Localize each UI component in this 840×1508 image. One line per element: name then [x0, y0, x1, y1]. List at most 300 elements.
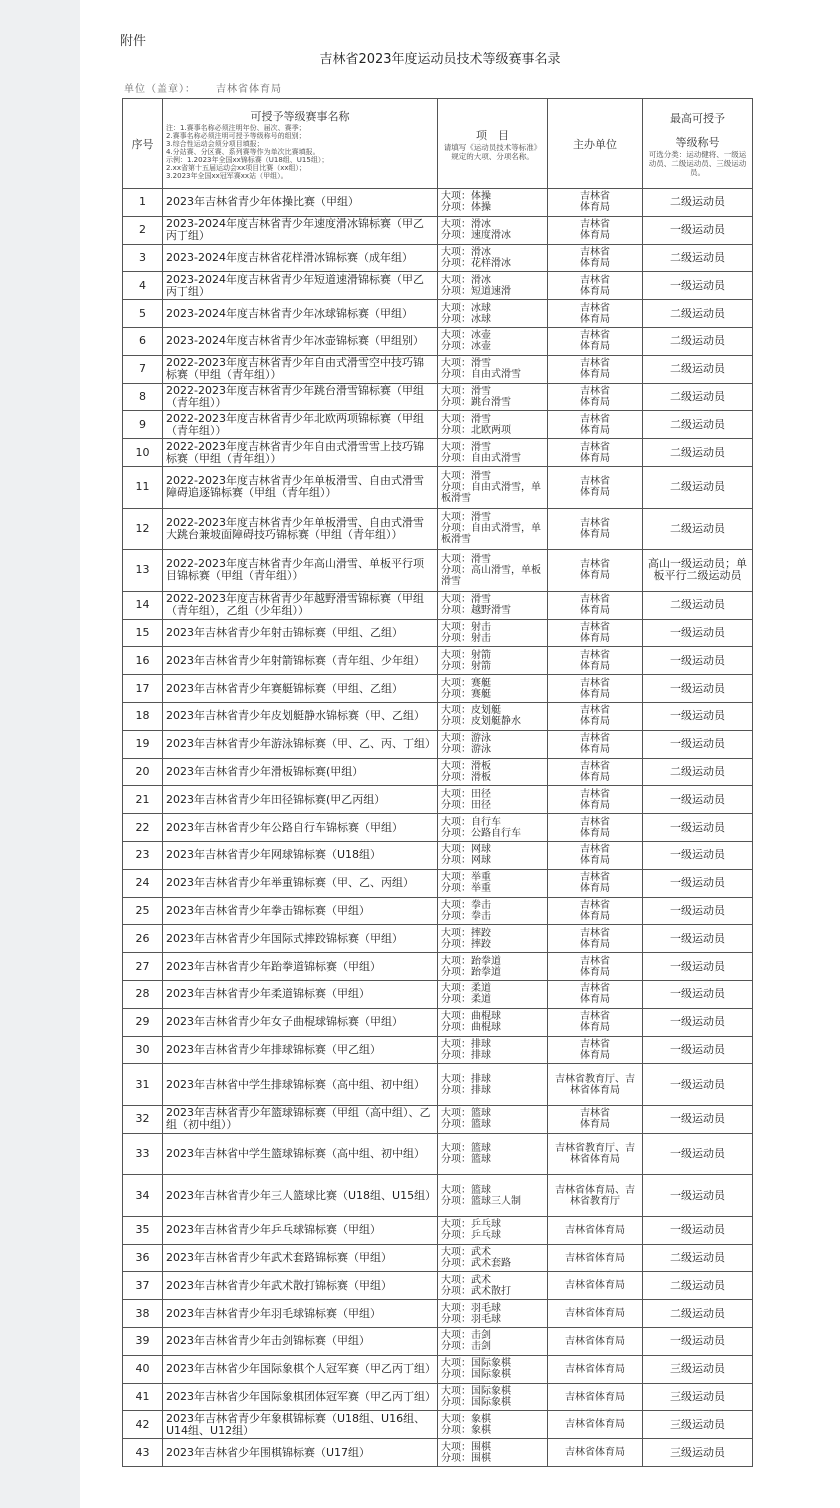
organizer: 吉林省 体育局	[548, 411, 643, 439]
item-major: 大项：自行车	[441, 816, 501, 828]
table-row	[123, 466, 753, 508]
item-minor: 分项：篮球	[441, 1153, 491, 1165]
item-major: 大项：滑冰	[441, 274, 491, 286]
event-item	[438, 730, 548, 758]
row-number: 20	[123, 758, 163, 786]
row-number: 35	[123, 1216, 163, 1244]
table-row	[123, 1272, 753, 1300]
row-number: 14	[123, 591, 163, 619]
item-minor: 分项：柔道	[441, 994, 491, 1006]
table-row	[123, 1133, 753, 1175]
row-number: 41	[123, 1383, 163, 1411]
max-level: 一级运动员	[643, 1175, 753, 1217]
event-name: 2023年吉林省青少年射击锦标赛（甲组、乙组）	[163, 619, 438, 647]
event-item	[438, 869, 548, 897]
event-item	[438, 550, 548, 592]
row-number: 40	[123, 1355, 163, 1383]
event-item	[438, 1105, 548, 1133]
row-number: 22	[123, 814, 163, 842]
event-name: 2023年吉林省青少年女子曲棍球锦标赛（甲组）	[163, 1008, 438, 1036]
item-major: 大项：网球	[441, 844, 491, 856]
max-level: 一级运动员	[643, 272, 753, 300]
organizer: 吉林省体育局	[548, 1328, 643, 1356]
row-number: 25	[123, 897, 163, 925]
organizer: 吉林省 体育局	[548, 841, 643, 869]
max-level: 二级运动员	[643, 508, 753, 550]
max-level: 一级运动员	[643, 702, 753, 730]
row-number: 18	[123, 702, 163, 730]
item-minor: 分项：曲棍球	[441, 1022, 501, 1034]
table-row	[123, 1383, 753, 1411]
item-major: 大项：田径	[441, 788, 491, 800]
row-number: 33	[123, 1133, 163, 1175]
event-name: 2023年吉林省青少年排球锦标赛（甲乙组）	[163, 1036, 438, 1064]
row-number: 43	[123, 1439, 163, 1467]
item-minor: 分项：体操	[441, 202, 491, 214]
organizer: 吉林省 体育局	[548, 327, 643, 355]
row-number: 9	[123, 411, 163, 439]
item-minor: 分项：自由式滑雪	[441, 369, 521, 381]
header-item-title: 项 目	[476, 128, 509, 142]
organizer: 吉林省 体育局	[548, 675, 643, 703]
item-major: 大项：体操	[441, 191, 491, 203]
organizer: 吉林省体育局	[548, 1383, 643, 1411]
item-major: 大项：拳击	[441, 899, 491, 911]
organizer: 吉林省体育局	[548, 1355, 643, 1383]
event-item	[438, 591, 548, 619]
table-row	[123, 814, 753, 842]
max-level: 一级运动员	[643, 814, 753, 842]
event-name: 2022-2023年度吉林省青少年北欧两项锦标赛（甲组（青年组））	[163, 411, 438, 439]
event-item	[438, 841, 548, 869]
item-major: 大项：滑雪	[441, 358, 491, 370]
item-major: 大项：排球	[441, 1038, 491, 1050]
max-level: 一级运动员	[643, 925, 753, 953]
event-name: 2022-2023年度吉林省青少年单板滑雪、自由式滑雪障碍追逐锦标赛（甲组（青年组））	[163, 466, 438, 508]
table-row	[123, 841, 753, 869]
event-item	[438, 619, 548, 647]
item-major: 大项：跆拳道	[441, 955, 501, 967]
item-minor: 分项：速度滑冰	[441, 230, 511, 242]
event-name: 2023年吉林省青少年乒乓球锦标赛（甲组）	[163, 1216, 438, 1244]
item-major: 大项：滑雪	[441, 553, 491, 565]
max-level: 三级运动员	[643, 1439, 753, 1467]
table-row	[123, 1328, 753, 1356]
item-minor: 分项：武术套路	[441, 1258, 511, 1270]
table-body	[123, 189, 753, 1467]
header-no: 序号	[123, 99, 163, 189]
item-minor: 分项：羽毛球	[441, 1313, 501, 1325]
page-background-left	[0, 0, 80, 1508]
item-minor: 分项：北欧两项	[441, 424, 511, 436]
event-item	[438, 1036, 548, 1064]
item-major: 大项：滑雪	[441, 512, 491, 524]
organizer: 吉林省 体育局	[548, 508, 643, 550]
table-row	[123, 953, 753, 981]
event-item	[438, 897, 548, 925]
organizer: 吉林省 体育局	[548, 591, 643, 619]
item-major: 大项：皮划艇	[441, 705, 501, 717]
item-minor: 分项：击剑	[441, 1341, 491, 1353]
max-level: 一级运动员	[643, 1328, 753, 1356]
event-name: 2023年吉林省青少年滑板锦标赛(甲组）	[163, 758, 438, 786]
row-number: 30	[123, 1036, 163, 1064]
item-minor: 分项：皮划艇静水	[441, 716, 521, 728]
organizer: 吉林省体育局	[548, 1272, 643, 1300]
item-major: 大项：篮球	[441, 1142, 491, 1154]
table-row	[123, 439, 753, 467]
item-major: 大项：武术	[441, 1274, 491, 1286]
event-item	[438, 439, 548, 467]
header-org: 主办单位	[548, 99, 643, 189]
header-level-line2: 等级称号	[675, 136, 720, 149]
event-item	[438, 272, 548, 300]
event-item	[438, 1244, 548, 1272]
item-minor: 分项：拳击	[441, 910, 491, 922]
event-name: 2023年吉林省青少年国际式摔跤锦标赛（甲组）	[163, 925, 438, 953]
event-name: 2023-2024年度吉林省青少年速度滑冰锦标赛（甲乙丙丁组）	[163, 216, 438, 244]
table-row	[123, 355, 753, 383]
event-name: 2023年吉林省青少年三人篮球比赛（U18组、U15组）	[163, 1175, 438, 1217]
event-name: 2022-2023年度吉林省青少年跳台滑雪锦标赛（甲组（青年组））	[163, 383, 438, 411]
row-number: 2	[123, 216, 163, 244]
row-number: 3	[123, 244, 163, 272]
table-row	[123, 216, 753, 244]
row-number: 1	[123, 189, 163, 217]
row-number: 23	[123, 841, 163, 869]
max-level: 一级运动员	[643, 980, 753, 1008]
organizer: 吉林省体育局	[548, 1216, 643, 1244]
max-level: 一级运动员	[643, 216, 753, 244]
max-level: 一级运动员	[643, 1216, 753, 1244]
table-row	[123, 508, 753, 550]
organizer: 吉林省 体育局	[548, 216, 643, 244]
organizer: 吉林省教育厅、吉林省体育局	[548, 1064, 643, 1106]
event-item	[438, 244, 548, 272]
organizer: 吉林省 体育局	[548, 758, 643, 786]
event-item	[438, 1328, 548, 1356]
event-name: 2023年吉林省青少年游泳锦标赛（甲、乙、丙、丁组）	[163, 730, 438, 758]
organizer: 吉林省 体育局	[548, 953, 643, 981]
event-name: 2023年吉林省青少年皮划艇静水锦标赛（甲、乙组）	[163, 702, 438, 730]
header-name	[163, 99, 438, 189]
event-item	[438, 786, 548, 814]
max-level: 二级运动员	[643, 327, 753, 355]
item-minor: 分项：国际象棋	[441, 1369, 511, 1381]
row-number: 28	[123, 980, 163, 1008]
event-name: 2023年吉林省青少年赛艇锦标赛（甲组、乙组）	[163, 675, 438, 703]
row-number: 10	[123, 439, 163, 467]
header-name-note-line: 注：1.赛事名称必须注明年份、届次、赛季；	[166, 123, 306, 132]
max-level: 三级运动员	[643, 1383, 753, 1411]
row-number: 34	[123, 1175, 163, 1217]
event-item	[438, 925, 548, 953]
max-level: 二级运动员	[643, 758, 753, 786]
event-name: 2022-2023年度吉林省青少年单板滑雪、自由式滑雪大跳台兼坡面障碍技巧锦标赛（甲组（青年组））	[163, 508, 438, 550]
table-row	[123, 1244, 753, 1272]
item-minor: 分项：冰壶	[441, 341, 491, 353]
header-name-notes	[166, 124, 434, 180]
item-minor: 分项：游泳	[441, 744, 491, 756]
item-major: 大项：篮球	[441, 1108, 491, 1120]
item-minor: 分项：高山滑雪，单板滑雪	[441, 564, 541, 587]
organizer: 吉林省 体育局	[548, 355, 643, 383]
header-name-title: 可授予等级赛事名称	[250, 109, 350, 123]
item-major: 大项：滑冰	[441, 246, 491, 258]
table-row	[123, 758, 753, 786]
max-level: 一级运动员	[643, 1105, 753, 1133]
organizer: 吉林省 体育局	[548, 869, 643, 897]
table-row	[123, 897, 753, 925]
item-major: 大项：象棋	[441, 1413, 491, 1425]
header-name-note-line: 3.2023年全国xx冠军赛xx站（甲组）。	[166, 171, 288, 180]
organizer: 吉林省 体育局	[548, 244, 643, 272]
row-number: 15	[123, 619, 163, 647]
max-level: 一级运动员	[643, 1064, 753, 1106]
row-number: 4	[123, 272, 163, 300]
event-item	[438, 508, 548, 550]
item-major: 大项：国际象棋	[441, 1386, 511, 1398]
organizer: 吉林省 体育局	[548, 897, 643, 925]
event-name: 2023年吉林省少年国际象棋个人冠军赛（甲乙丙丁组）	[163, 1355, 438, 1383]
item-minor: 分项：排球	[441, 1084, 491, 1096]
item-major: 大项：滑雪	[441, 441, 491, 453]
max-level: 一级运动员	[643, 1008, 753, 1036]
max-level: 一级运动员	[643, 841, 753, 869]
max-level: 三级运动员	[643, 1355, 753, 1383]
item-major: 大项：击剑	[441, 1330, 491, 1342]
item-minor: 分项：自由式滑雪，单板滑雪	[441, 523, 541, 546]
header-level-line1: 最高可授予	[670, 112, 725, 125]
max-level: 一级运动员	[643, 1036, 753, 1064]
event-item	[438, 355, 548, 383]
event-item	[438, 1411, 548, 1439]
item-minor: 分项：跳台滑雪	[441, 396, 511, 408]
row-number: 19	[123, 730, 163, 758]
event-item	[438, 702, 548, 730]
organizer: 吉林省教育厅、吉林省体育局	[548, 1133, 643, 1175]
table-row	[123, 1355, 753, 1383]
event-item	[438, 411, 548, 439]
item-major: 大项：冰球	[441, 302, 491, 314]
item-major: 大项：柔道	[441, 983, 491, 995]
organizer: 吉林省体育局	[548, 1439, 643, 1467]
event-item	[438, 953, 548, 981]
organizer: 吉林省 体育局	[548, 647, 643, 675]
row-number: 21	[123, 786, 163, 814]
organizer: 吉林省 体育局	[548, 466, 643, 508]
header-name-note-line: 2.xx省第十五届运动会xx项目比赛（xx组）；	[166, 163, 307, 172]
item-major: 大项：游泳	[441, 733, 491, 745]
max-level: 二级运动员	[643, 591, 753, 619]
item-minor: 分项：排球	[441, 1049, 491, 1061]
row-number: 11	[123, 466, 163, 508]
item-minor: 分项：射击	[441, 632, 491, 644]
event-item	[438, 1064, 548, 1106]
table-row	[123, 327, 753, 355]
event-name: 2023年吉林省青少年武术套路锦标赛（甲组）	[163, 1244, 438, 1272]
item-major: 大项：摔跤	[441, 927, 491, 939]
item-minor: 分项：自由式滑雪	[441, 452, 521, 464]
event-item	[438, 1272, 548, 1300]
item-major: 大项：滑板	[441, 760, 491, 772]
item-minor: 分项：自由式滑雪，单板滑雪	[441, 481, 541, 504]
item-minor: 分项：跆拳道	[441, 966, 501, 978]
item-major: 大项：滑冰	[441, 219, 491, 231]
max-level: 一级运动员	[643, 730, 753, 758]
row-number: 8	[123, 383, 163, 411]
event-item	[438, 383, 548, 411]
organizer: 吉林省 体育局	[548, 383, 643, 411]
max-level: 一级运动员	[643, 1133, 753, 1175]
organizer: 吉林省 体育局	[548, 980, 643, 1008]
header-level-note: 可选分类：运动健将、一级运动员、二级运动员、三级运动员。	[648, 150, 747, 177]
max-level: 二级运动员	[643, 439, 753, 467]
item-major: 大项：排球	[441, 1073, 491, 1085]
table-row	[123, 272, 753, 300]
row-number: 7	[123, 355, 163, 383]
event-item	[438, 814, 548, 842]
event-item	[438, 1355, 548, 1383]
organizer: 吉林省 体育局	[548, 786, 643, 814]
header-item-note: 请填写《运动员技术等标准》规定的大项、分项名称。	[443, 142, 542, 161]
item-minor: 分项：摔跤	[441, 938, 491, 950]
table-row	[123, 1216, 753, 1244]
row-number: 38	[123, 1300, 163, 1328]
event-name: 2023-2024年度吉林省青少年冰球锦标赛（甲组）	[163, 300, 438, 328]
max-level: 二级运动员	[643, 1272, 753, 1300]
max-level: 二级运动员	[643, 1300, 753, 1328]
max-level: 一级运动员	[643, 786, 753, 814]
item-major: 大项：滑雪	[441, 594, 491, 606]
item-minor: 分项：国际象棋	[441, 1397, 511, 1409]
table-row	[123, 411, 753, 439]
table-header-row	[123, 99, 753, 189]
max-level: 二级运动员	[643, 300, 753, 328]
table-row	[123, 1300, 753, 1328]
max-level: 二级运动员	[643, 244, 753, 272]
table-row	[123, 591, 753, 619]
table-row	[123, 869, 753, 897]
event-name: 2023年吉林省青少年田径锦标赛(甲乙丙组）	[163, 786, 438, 814]
table-row	[123, 189, 753, 217]
item-major: 大项：滑雪	[441, 470, 491, 482]
item-minor: 分项：花样滑冰	[441, 257, 511, 269]
organizer: 吉林省 体育局	[548, 1008, 643, 1036]
event-name: 2023年吉林省中学生排球锦标赛（高中组、初中组）	[163, 1064, 438, 1106]
event-item	[438, 216, 548, 244]
event-item	[438, 300, 548, 328]
max-level: 二级运动员	[643, 411, 753, 439]
header-name-note-line: 3.综合性运动会须分项目填报；	[166, 139, 264, 148]
event-item	[438, 675, 548, 703]
organizer: 吉林省 体育局	[548, 272, 643, 300]
table-row	[123, 1064, 753, 1106]
item-minor: 分项：网球	[441, 855, 491, 867]
row-number: 13	[123, 550, 163, 592]
item-major: 大项：射箭	[441, 649, 491, 661]
item-major: 大项：滑雪	[441, 413, 491, 425]
event-name: 2023年吉林省青少年网球锦标赛（U18组）	[163, 841, 438, 869]
event-name: 2023年吉林省青少年体操比赛（甲组）	[163, 189, 438, 217]
events-table	[122, 98, 753, 1467]
organizer: 吉林省 体育局	[548, 550, 643, 592]
organizer: 吉林省体育局	[548, 1300, 643, 1328]
event-name: 2023年吉林省中学生篮球锦标赛（高中组、初中组）	[163, 1133, 438, 1175]
table-row	[123, 1008, 753, 1036]
event-item	[438, 327, 548, 355]
row-number: 27	[123, 953, 163, 981]
event-name: 2023年吉林省青少年篮球锦标赛（甲组（高中组）、乙组（初中组））	[163, 1105, 438, 1133]
item-minor: 分项：射箭	[441, 660, 491, 672]
table-row	[123, 1439, 753, 1467]
event-name: 2023年吉林省少年围棋锦标赛（U17组）	[163, 1439, 438, 1467]
item-minor: 分项：举重	[441, 883, 491, 895]
organizer: 吉林省体育局	[548, 1411, 643, 1439]
table-row	[123, 244, 753, 272]
item-major: 大项：举重	[441, 872, 491, 884]
organizer: 吉林省体育局、吉林省教育厅	[548, 1175, 643, 1217]
item-minor: 分项：武术散打	[441, 1285, 511, 1297]
max-level: 一级运动员	[643, 953, 753, 981]
item-minor: 分项：围棋	[441, 1452, 491, 1464]
row-number: 5	[123, 300, 163, 328]
item-major: 大项：国际象棋	[441, 1358, 511, 1370]
table-row	[123, 730, 753, 758]
item-major: 大项：羽毛球	[441, 1302, 501, 1314]
max-level: 三级运动员	[643, 1411, 753, 1439]
item-major: 大项：射击	[441, 621, 491, 633]
header-name-note-line: 2.赛事名称必须注明可授予等级称号的组别；	[166, 131, 306, 140]
row-number: 17	[123, 675, 163, 703]
event-name: 2023年吉林省青少年柔道锦标赛（甲组）	[163, 980, 438, 1008]
event-name: 2023-2024年度吉林省花样滑冰锦标赛（成年组）	[163, 244, 438, 272]
row-number: 31	[123, 1064, 163, 1106]
item-minor: 分项：乒乓球	[441, 1230, 501, 1242]
table-row	[123, 383, 753, 411]
event-item	[438, 1133, 548, 1175]
row-number: 36	[123, 1244, 163, 1272]
organizer: 吉林省 体育局	[548, 925, 643, 953]
item-major: 大项：武术	[441, 1247, 491, 1259]
max-level: 二级运动员	[643, 355, 753, 383]
item-major: 大项：冰壶	[441, 330, 491, 342]
event-name: 2023-2024年度吉林省青少年冰壶锦标赛（甲组别）	[163, 327, 438, 355]
table-row	[123, 1105, 753, 1133]
item-minor: 分项：象棋	[441, 1424, 491, 1436]
event-name: 2023年吉林省少年国际象棋团体冠军赛（甲乙丙丁组）	[163, 1383, 438, 1411]
item-minor: 分项：赛艇	[441, 688, 491, 700]
item-minor: 分项：篮球三人制	[441, 1195, 521, 1207]
organizer: 吉林省 体育局	[548, 439, 643, 467]
event-name: 2023年吉林省青少年拳击锦标赛（甲组）	[163, 897, 438, 925]
item-minor: 分项：冰球	[441, 313, 491, 325]
event-item	[438, 189, 548, 217]
organizer: 吉林省 体育局	[548, 1036, 643, 1064]
table-row	[123, 300, 753, 328]
max-level: 二级运动员	[643, 383, 753, 411]
event-item	[438, 980, 548, 1008]
organizer: 吉林省 体育局	[548, 702, 643, 730]
unit-label: 单位（盖章）：	[124, 84, 196, 95]
table-row	[123, 550, 753, 592]
item-minor: 分项：短道速滑	[441, 285, 511, 297]
event-item	[438, 647, 548, 675]
row-number: 42	[123, 1411, 163, 1439]
header-level	[643, 99, 753, 189]
organizer: 吉林省 体育局	[548, 1105, 643, 1133]
item-major: 大项：滑雪	[441, 385, 491, 397]
